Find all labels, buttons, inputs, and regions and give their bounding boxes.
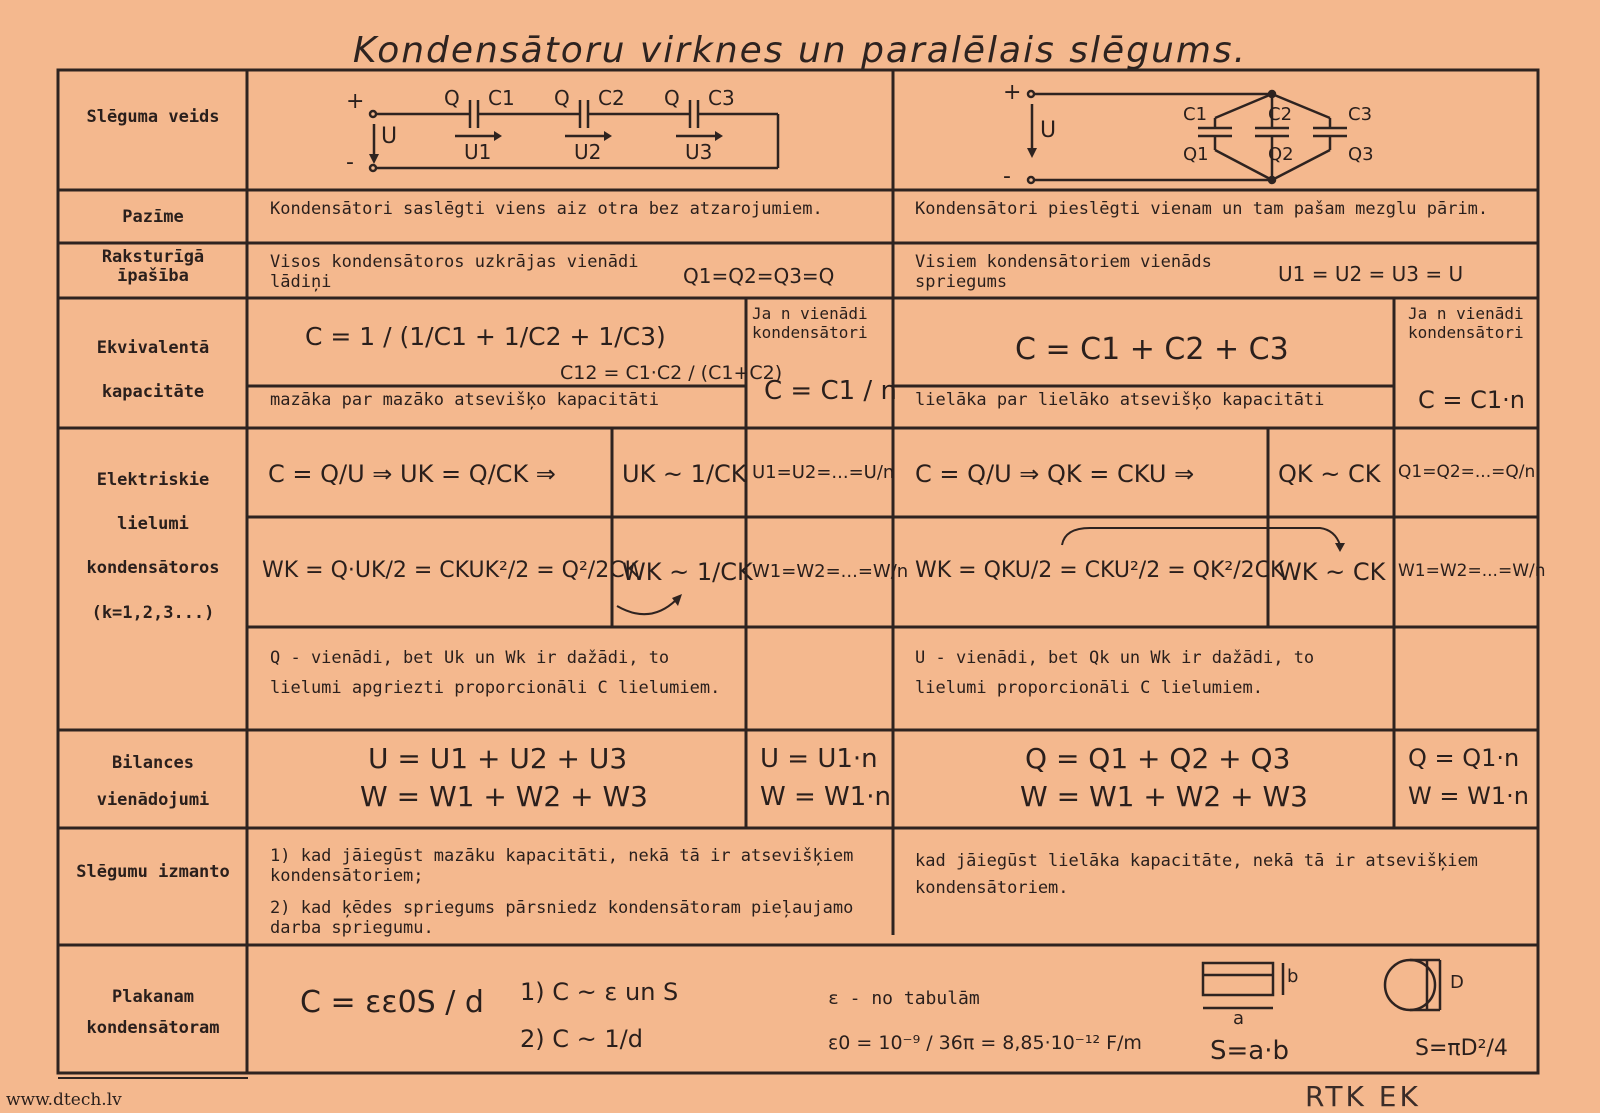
plate-formula: C = εε0S / d <box>300 985 484 1020</box>
series-el-prop1: UK ~ 1/CK <box>622 460 747 488</box>
parallel-el-prop1: QK ~ CK <box>1278 460 1381 488</box>
series-u1: U1 <box>464 140 492 164</box>
plate-circle-d: D <box>1450 972 1464 993</box>
parallel-u: U <box>1040 118 1057 143</box>
series-u2: U2 <box>574 140 602 164</box>
plate-rect-b: b <box>1287 966 1299 987</box>
plate-rect-area: S=a·b <box>1210 1036 1289 1066</box>
parallel-pazime: Kondensātori pieslēgti vienam un tam pašam mezglu pārim. <box>915 199 1489 219</box>
series-el-n1: U1=U2=...=U/n <box>752 462 895 483</box>
parallel-minus: - <box>1003 164 1011 189</box>
page-title: Kondensātoru virknes un paralēlais slēgums. <box>352 30 1248 71</box>
series-bil-n2: W = W1·n <box>760 782 892 812</box>
series-pazime: Kondensātori saslēgti viens aiz otra bez atzarojumiem. <box>270 199 823 219</box>
series-c3: C3 <box>708 86 735 110</box>
parallel-c3: C3 <box>1348 104 1373 125</box>
parallel-el-prop2: WK ~ CK <box>1278 558 1386 586</box>
parallel-el-n1: Q1=Q2=...=Q/n <box>1398 462 1536 482</box>
parallel-c2: C2 <box>1268 104 1293 125</box>
parallel-ekv-n-note: Ja n vienādi kondensātori <box>1408 304 1524 343</box>
series-ipasiba: Visos kondensātoros uzkrājas vienādi lādiņi <box>270 252 639 293</box>
series-q2: Q <box>554 86 570 110</box>
parallel-q2: Q2 <box>1268 144 1294 165</box>
series-el-prop2: WK ~ 1/CK <box>622 558 753 586</box>
label-ekvivalenta: Ekvivalentā kapacitāte <box>96 338 210 403</box>
parallel-bil-n1: Q = Q1·n <box>1408 744 1520 772</box>
series-q3: Q <box>664 86 680 110</box>
parallel-el-formula2: WK = QKU/2 = CKU²/2 = QK²/2CK <box>915 558 1285 583</box>
label-izmanto: Slēgumu izmanto <box>76 862 230 882</box>
plate-eps-note: ε - no tabulām <box>828 988 980 1009</box>
label-pazime: Pazīme <box>122 207 184 227</box>
parallel-bil1: Q = Q1 + Q2 + Q3 <box>1025 742 1291 775</box>
plate-drawings <box>1203 960 1440 1010</box>
parallel-el-note: U - vienādi, bet Qk un Wk ir dažādi, to lielumi proporcionāli C lielumiem. <box>915 648 1315 698</box>
series-q1: Q <box>444 86 460 110</box>
series-ekv-formula: C = 1 / (1/C1 + 1/C2 + 1/C3) <box>305 322 666 351</box>
parallel-bil-n2: W = W1·n <box>1408 782 1529 810</box>
series-c2: C2 <box>598 86 625 110</box>
parallel-ekv-formula: C = C1 + C2 + C3 <box>1015 332 1289 367</box>
series-ekv-n-formula: C = C1 / n <box>764 376 897 406</box>
parallel-c1: C1 <box>1183 104 1208 125</box>
parallel-q1: Q1 <box>1183 144 1209 165</box>
parallel-el-formula1: C = Q/U ⇒ QK = CKU ⇒ <box>915 460 1195 488</box>
parallel-plus: + <box>1003 80 1022 105</box>
series-u3: U3 <box>685 140 713 164</box>
series-c1: C1 <box>488 86 515 110</box>
plate-p2: 2) C ~ 1/d <box>520 1025 643 1053</box>
parallel-bil2: W = W1 + W2 + W3 <box>1020 780 1308 813</box>
parallel-q3: Q3 <box>1348 144 1374 165</box>
label-elektriskie: Elektriskie lielumi kondensātoros (k=1,2,3...) <box>86 470 220 623</box>
series-el-n2: W1=W2=...=W/n <box>752 561 909 582</box>
series-izm1: 1) kad jāiegūst mazāku kapacitāti, nekā tā ir atsevišķiem kondensātoriem; <box>270 846 854 887</box>
label-slegums-veids: Slēguma veids <box>86 107 220 127</box>
label-raksturiga: Raksturīgā īpašība <box>101 247 205 286</box>
plate-circle-area: S=πD²/4 <box>1415 1036 1508 1061</box>
series-izm2: 2) kad ķēdes spriegums pārsniedz kondensātoram pieļaujamo darba spriegumu. <box>270 898 854 939</box>
parallel-izm: kad jāiegūst lielāka kapacitāte, nekā tā ir atsevišķiem kondensātoriem. <box>915 851 1478 899</box>
footer-website: www.dtech.lv <box>6 1090 122 1110</box>
plate-eps0: ε0 = 10⁻⁹ / 36π = 8,85·10⁻¹² F/m <box>828 1032 1142 1054</box>
parallel-ipasiba: Visiem kondensātoriem vienāds spriegums <box>915 252 1212 293</box>
series-bil1: U = U1 + U2 + U3 <box>368 742 628 775</box>
parallel-ekv-n-formula: C = C1·n <box>1418 386 1525 414</box>
series-ekv-n-note: Ja n vienādi kondensātori <box>752 304 868 343</box>
label-plakanam: Plakanam kondensātoram <box>86 987 220 1038</box>
series-u: U <box>381 124 398 149</box>
footer-stamp: RTK EK <box>1305 1080 1421 1113</box>
plate-rect-a: a <box>1233 1008 1245 1029</box>
parallel-ekv-note: lielāka par lielāko atsevišķo kapacitāti <box>915 390 1325 410</box>
series-el-formula1: C = Q/U ⇒ UK = Q/CK ⇒ <box>268 460 556 488</box>
series-bil2: W = W1 + W2 + W3 <box>360 780 648 813</box>
series-el-note: Q - vienādi, bet Uk un Wk ir dažādi, to lielumi apgriezti proporcionāli C lielumiem. <box>270 648 721 698</box>
series-ekv-note: mazāka par mazāko atsevišķo kapacitāti <box>270 390 659 410</box>
series-bil-n1: U = U1·n <box>760 744 878 774</box>
series-plus: + <box>346 89 365 114</box>
parallel-ipasiba-formula: U1 = U2 = U3 = U <box>1278 262 1464 286</box>
parallel-el-n2: W1=W2=...=W/n <box>1398 561 1546 581</box>
series-ekv-formula2: C12 = C1·C2 / (C1+C2) <box>560 362 783 384</box>
series-el-formula2: WK = Q·UK/2 = CKUK²/2 = Q²/2CK <box>262 558 639 583</box>
label-bilances: Bilances vienādojumi <box>96 753 210 811</box>
plate-p1: 1) C ~ ε un S <box>520 978 679 1006</box>
series-minus: - <box>346 150 354 175</box>
series-ipasiba-formula: Q1=Q2=Q3=Q <box>683 264 835 288</box>
